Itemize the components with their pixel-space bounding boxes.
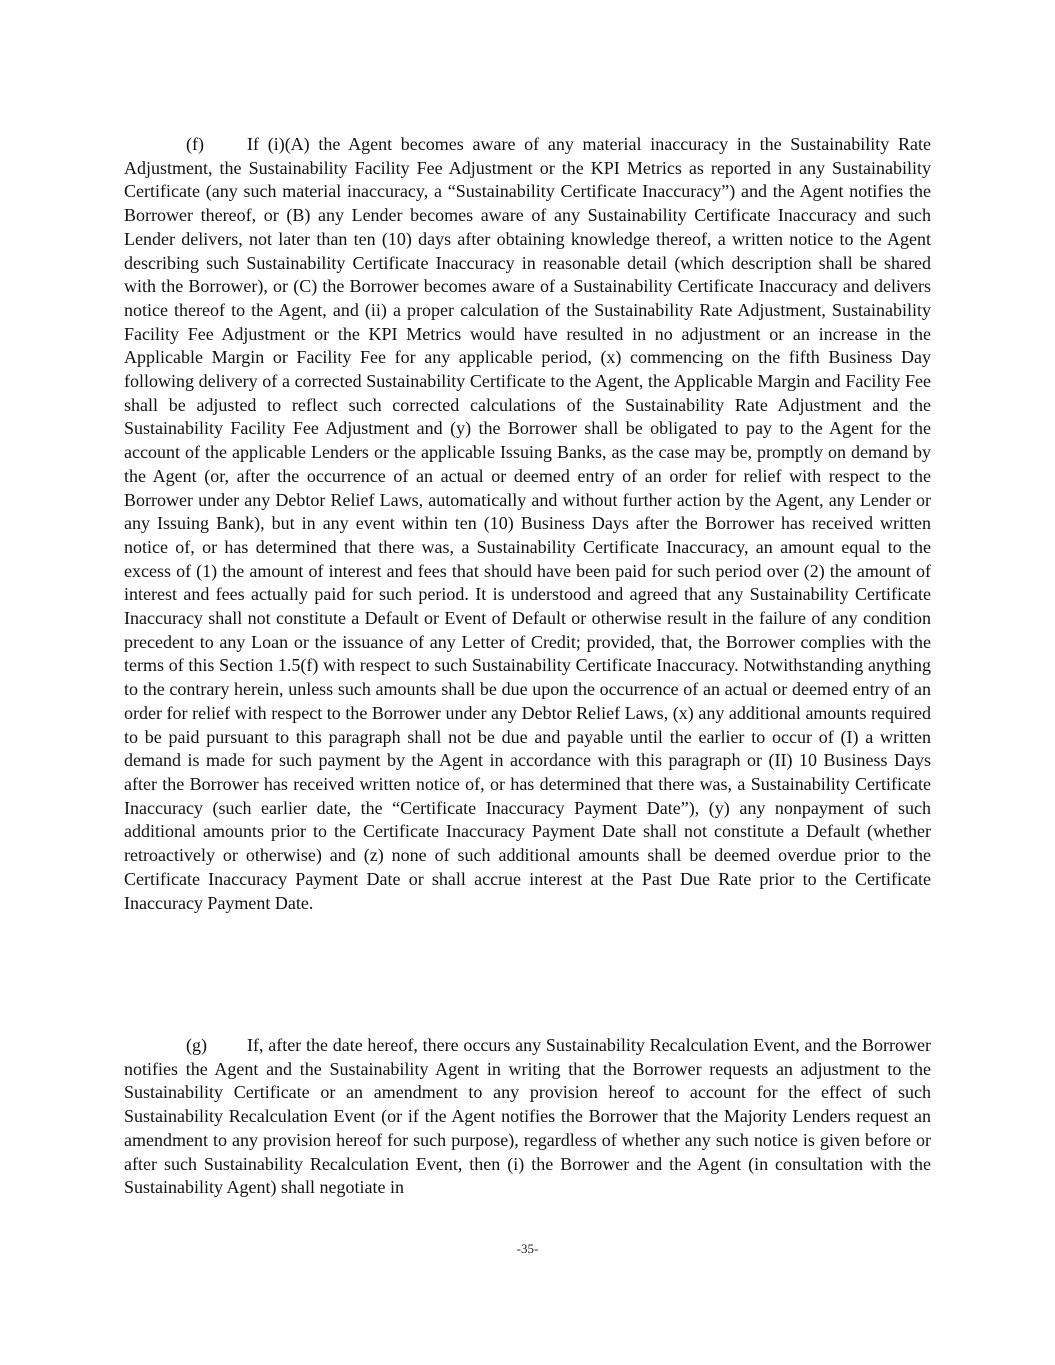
paragraph-f-marker: (f) xyxy=(186,134,204,154)
paragraph-g-text: If, after the date hereof, there occurs any Sustainability Recalculation Event, and the Borrower notifies the Agent and the Sustainability Agent in writing that the Borrower requests an adjustment to the Sustainability Certificate or an amendment to any provision hereof to account for the effect of such Sustainability Recalculation Event (or if the Agent notifies the Borrower that the Majority Lenders request an amendment to any provision hereof for such purpose), regardless of whether any such notice is given before or after such Sustainability Recalculation Event, then (i) the Borrower and the Agent (in consultation with the Sustainability Agent) shall negotiate in xyxy=(124,1035,931,1198)
paragraph-g-body xyxy=(124,1034,931,1200)
paragraph-f-text: If (i)(A) the Agent becomes aware of any material inaccuracy in the Sustainability Rate Adjustment, the Sustainability Facility Fee Adjustment or the KPI Metrics as reported in any Sustainability Certificate (any such material inaccuracy, a “Sustainability Certificate Inaccuracy”) and the Agent notifies the Borrower thereof, or (B) any Lender becomes aware of any Sustainability Certificate Inaccuracy and such Lender delivers, not later than ten (10) days after obtaining knowledge thereof, a written notice to the Agent describing such Sustainability Certificate Inaccuracy in reasonable detail (which description shall be shared with the Borrower), or (C) the Borrower becomes aware of a Sustainability Certificate Inaccuracy and delivers notice thereof to the Agent, and (ii) a proper calculation of the Sustainability Rate Adjustment, Sustainability Facility Fee Adjustment or the KPI Metrics would have resulted in no adjustment or an increase in the Applicable Margin or Facility Fee for any applicable period, (x) commencing on the fifth Business Day following delivery of a corrected Sustainability Certificate to the Agent, the Applicable Margin and Facility Fee shall be adjusted to reflect such corrected calculations of the Sustainability Rate Adjustment and the Sustainability Facility Fee Adjustment and (y) the Borrower shall be obligated to pay to the Agent for the account of the applicable Lenders or the applicable Issuing Banks, as the case may be, promptly on demand by the Agent (or, after the occurrence of an actual or deemed entry of an order for relief with respect to the Borrower under any Debtor Relief Laws, automatically and without further action by the Agent, any Lender or any Issuing Bank), but in any event within ten (10) Business Days after the Borrower has received written notice of, or has determined that there was, a Sustainability Certificate Inaccuracy, an amount equal to the excess of (1) the amount of interest and fees that should have been paid for such period over (2) the amount of interest and fees actually paid for such period. It is understood and agreed that any Sustainability Certificate Inaccuracy shall not constitute a Default or Event of Default or otherwise result in the failure of any condition precedent to any Loan or the issuance of any Letter of Credit; provided, that, the Borrower complies with the terms of this Section 1.5(f) with respect to such Sustainability Certificate Inaccuracy. Notwithstanding anything to the contrary herein, unless such amounts shall be due upon the occurrence of an actual or deemed entry of an order for relief with respect to the Borrower under any Debtor Relief Laws, (x) any additional amounts required to be paid pursuant to this paragraph shall not be due and payable until the earlier to occur of (I) a written demand is made for such payment by the Agent in accordance with this paragraph or (II) 10 Business Days after the Borrower has received written notice of, or has determined that there was, a Sustainability Certificate Inaccuracy (such earlier date, the “Certificate Inaccuracy Payment Date”), (y) any nonpayment of such additional amounts prior to the Certificate Inaccuracy Payment Date shall not constitute a Default (whether retroactively or otherwise) and (z) none of such additional amounts shall be deemed overdue prior to the Certificate Inaccuracy Payment Date or shall accrue interest at the Past Due Rate prior to the Certificate Inaccuracy Payment Date. xyxy=(124,134,931,913)
paragraph-f-body xyxy=(124,133,931,915)
paragraph-g-marker: (g) xyxy=(186,1035,207,1055)
paragraph-f xyxy=(124,133,931,915)
page-number: -35- xyxy=(516,1241,539,1256)
paragraph-g xyxy=(124,1034,931,1200)
